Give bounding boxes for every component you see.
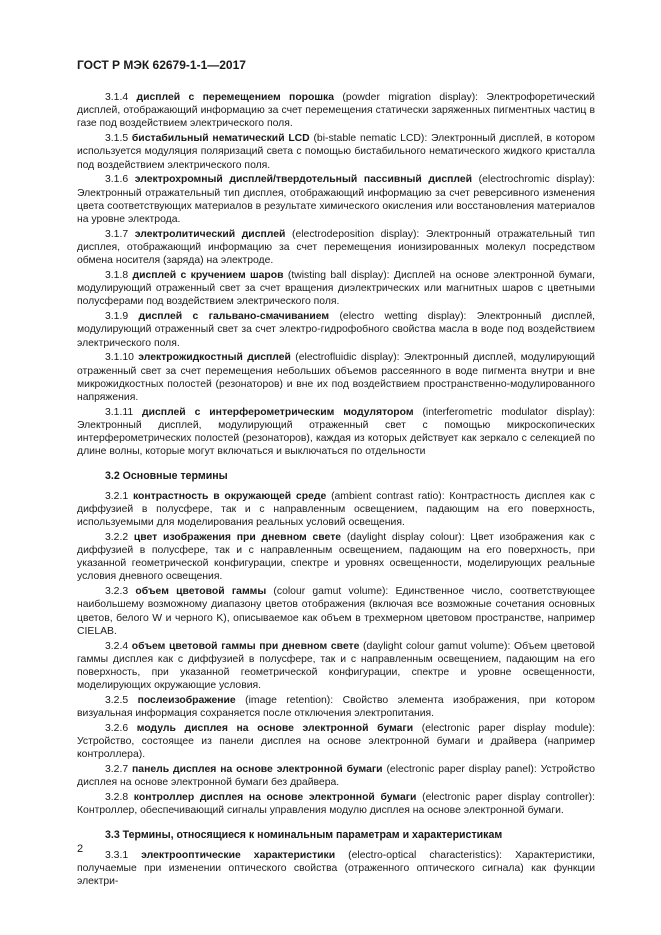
term-number: 3.2.5	[105, 695, 129, 707]
section-heading: 3.3 Термины, относящиеся к номинальным параметрам и характеристикам	[105, 828, 503, 841]
term-definition-paragraph	[77, 91, 595, 131]
term-name: дисплей с кручением шаров	[132, 270, 284, 282]
term-name: электрожидкостный дисплей	[138, 352, 291, 364]
term-definition: (electronic paper display panel): Устройство дисплея на основе электронной бумаги без драйвера.	[77, 764, 595, 789]
term-number: 3.2.7	[105, 764, 129, 776]
term-definition-paragraph	[77, 585, 595, 638]
term-definition-paragraph	[77, 406, 595, 459]
term-name: электролитический дисплей	[134, 228, 286, 240]
term-definition: (electro-optical characteristics): Характеристики, получаемые при изменении оптического свойства (отраженного оптического сигнала) как функции электри-	[77, 849, 596, 888]
term-definition-paragraph	[77, 351, 595, 404]
document-body	[77, 91, 595, 890]
term-definition: (electrofluidic display): Электронный дисплей, модулирующий отраженный свет за счет перемещения небольших объемов рассеянного в воде пигмента внутри и вне микрожидкостных полостей (резонаторов) и вне их под воздействием пространственно-модулированного напряжения.	[77, 352, 595, 404]
term-definition: (powder migration display): Электрофоретический дисплей, отображающий информацию за счет перемещения статически заряженных пигментных частиц в газе под воздействием электрического поля.	[77, 92, 595, 130]
term-name: послеизображение	[137, 695, 236, 707]
term-definition-paragraph	[77, 849, 595, 889]
term-definition-paragraph	[77, 132, 595, 172]
term-definition: (electro wetting display): Электронный дисплей, модулирующий отраженный свет за счет электро-гидрофобного свойства масла в воде под воздействием электрического поля.	[77, 311, 596, 349]
term-definition: (colour gamut volume): Единственное число, соответствующее наибольшему возможному диапазону цветов отображения (включая все возможные сочетания основных цветов, белого W и черного K), описываемое как объем в трехмерном цветовом пространстве, например CIELAB.	[77, 586, 596, 637]
page-number: 2	[77, 843, 84, 855]
term-name: цвет изображения при дневном свете	[133, 531, 342, 543]
term-number: 3.2.3	[105, 586, 129, 598]
term-number: 3.1.8	[105, 270, 129, 282]
term-definition: (daylight display colour): Цвет изображения как с диффузией в полусфере, так и с направленным освещением, падающим на его поверхность, при указанной геометрической конфигурации, спектре и уровнях освещенности, моделирующих реальные условия дневного освещения.	[77, 531, 595, 583]
term-number: 3.1.9	[105, 311, 129, 323]
term-name: контрастность в окружающей среде	[132, 490, 327, 502]
term-number: 3.1.7	[105, 228, 129, 240]
term-definition: (electrodeposition display): Электронный отражательный тип дисплея, отображающий информацию за счет перемещения ионизированных молекул посредством обмена носителя (заряда) на электроде.	[77, 228, 595, 267]
term-definition-paragraph	[77, 694, 595, 720]
term-number: 3.1.10	[105, 352, 134, 364]
term-number: 3.3.1	[105, 849, 129, 861]
term-name: панель дисплея на основе электронной бумаги	[132, 764, 383, 776]
term-definition-paragraph	[77, 173, 595, 226]
term-name: бистабильный нематический LCD	[131, 133, 310, 145]
term-definition: (ambient contrast ratio): Контрастность дисплея как с диффузией в полусфере, так и с направленным освещением, падающим на его поверхность, используемыми для моделирования реальных условий освещения.	[77, 490, 595, 529]
document-header: ГОСТ Р МЭК 62679-1-1—2017	[77, 58, 246, 72]
term-definition: (image retention): Свойство элемента изображения, при котором визуальная информация сохраняется после отключения электропитания.	[77, 695, 595, 720]
term-definition-paragraph	[77, 531, 595, 584]
term-definition-paragraph	[77, 490, 595, 530]
term-number: 3.1.4	[105, 92, 129, 103]
term-definition: (electrochromic display): Электронный отражательный тип дисплея, отображающий информацию за счет реверсивного изменения цвета соответствующих материалов в результате химического окисления или восстановления материалов на уровне электрода.	[77, 174, 595, 226]
term-definition-paragraph	[77, 791, 595, 817]
section-heading: 3.2 Основные термины	[105, 469, 228, 482]
term-definition: (electronic paper display controller): Контроллер, обеспечивающий сигналы управления модулю дисплея на основе электронной бумаги.	[77, 792, 595, 817]
term-number: 3.2.6	[105, 723, 129, 735]
term-number: 3.1.5	[105, 133, 129, 145]
term-name: объем цветовой гаммы	[135, 586, 267, 598]
term-definition-paragraph	[77, 269, 595, 309]
term-name: контроллер дисплея на основе электронной бумаги	[133, 792, 417, 804]
term-definition: (bi-stable nematic LCD): Электронный дисплей, в котором используется модуляция поляризаций света с помощью бистабильного нематического жидкого кристалла под воздействием электрического поля.	[77, 133, 596, 171]
term-definition: (interferometric modulator display): Электронный дисплей, модулирующий отраженный свет с помощью микроскопических интерферометрических полостей (резонаторов), каждая из которых действует как зеркало с селекцией по длине волны, которые могут включаться и выключаться по отдельности	[77, 406, 596, 458]
term-name: электрохромный дисплей/твердотельный пассивный дисплей	[134, 174, 473, 186]
term-name: электрооптические характеристики	[141, 849, 336, 861]
term-name: дисплей с интерферометрическим модулятором	[142, 406, 414, 418]
term-definition: (electronic paper display module): Устройство, состоящее из панели дисплея на основе электронной бумаги и драйвера (например контроллера).	[77, 723, 596, 761]
term-definition-paragraph	[77, 763, 595, 789]
term-definition-paragraph	[77, 228, 595, 268]
term-definition: (daylight colour gamut volume): Объем цветовой гаммы дисплея как с диффузией в полусфере, так и с направленным освещением, падающим на его поверхность, при указанной геометрической конфигурации, спектре и уровне освещенности, моделирующих окружающие условия.	[77, 640, 595, 692]
term-name: дисплей с гальвано-смачиванием	[138, 311, 330, 323]
term-number: 3.2.8	[105, 792, 129, 804]
term-definition-paragraph	[77, 640, 595, 693]
term-definition-paragraph	[77, 310, 595, 350]
term-number: 3.1.6	[105, 174, 129, 186]
term-name: модуль дисплея на основе электронной бумаги	[136, 723, 414, 735]
term-definition: (twisting ball display): Дисплей на основе электронной бумаги, модулирующий отраженный свет за счет вращения диэлектрических или магнитных шаров с цветными полусферами под воздействием электрического поля.	[77, 270, 595, 308]
term-number: 3.2.1	[105, 490, 129, 502]
term-number: 3.2.2	[105, 531, 129, 543]
term-number: 3.1.11	[105, 406, 134, 418]
term-definition-paragraph	[77, 722, 595, 762]
term-number: 3.2.4	[105, 640, 129, 652]
term-name: объем цветовой гаммы при дневном свете	[131, 640, 360, 652]
term-name: дисплей с перемещением порошка	[136, 92, 335, 103]
